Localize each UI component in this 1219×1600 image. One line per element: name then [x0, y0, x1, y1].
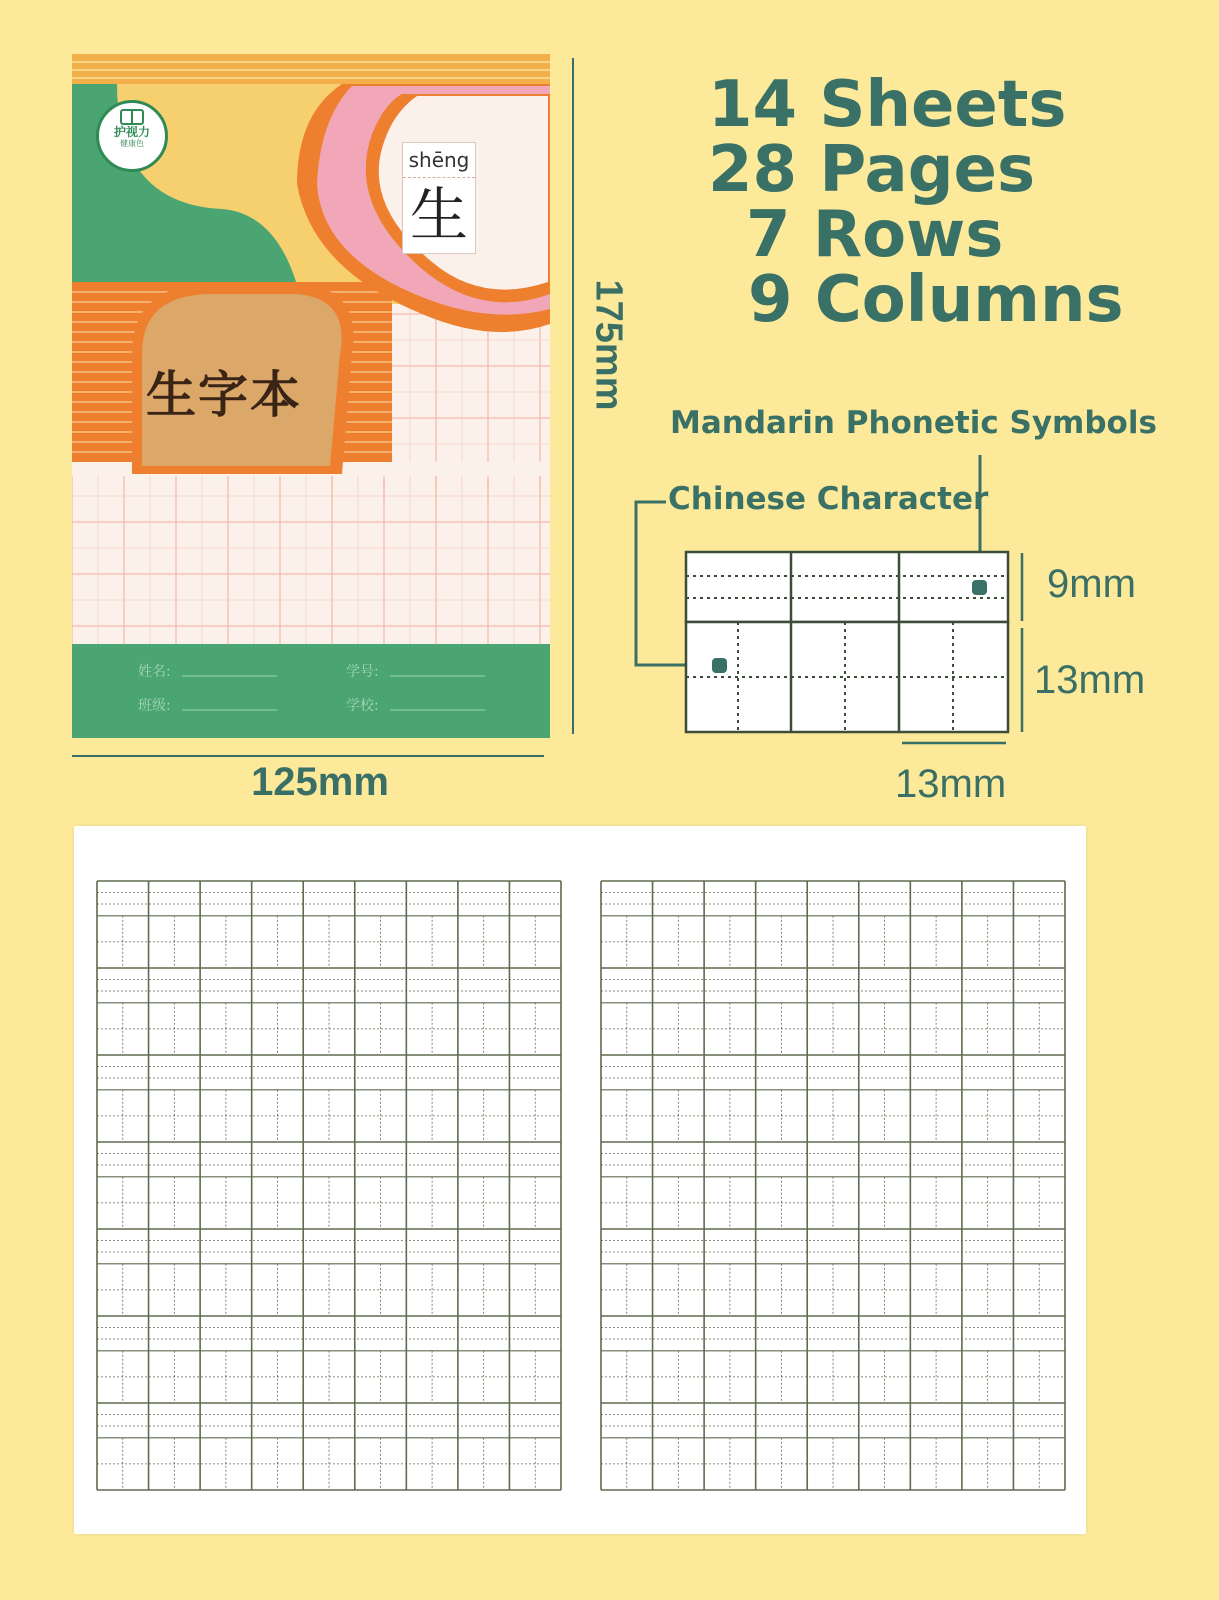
field-class-label: 班级: — [138, 698, 171, 714]
cell-height-label: 13mm — [1034, 658, 1146, 702]
field-school-label: 学校: — [346, 698, 379, 714]
sample-pinyin: shēng — [403, 143, 475, 178]
book-icon — [120, 109, 144, 125]
sample-character-card — [402, 142, 476, 254]
eye-care-badge — [96, 100, 168, 172]
cell-width-label: 13mm — [895, 762, 1007, 806]
cover-title: 生字本 — [146, 366, 302, 424]
field-student-id-label: 学号: — [346, 664, 379, 680]
pinyin-height-label: 9mm — [1047, 562, 1136, 606]
width-dimension-line — [72, 755, 544, 757]
field-name-label: 姓名: — [138, 664, 171, 680]
chinese-character-label: Chinese Character — [668, 481, 989, 517]
width-dimension-label: 125mm — [251, 760, 389, 804]
badge-title: 护视力 — [113, 125, 150, 139]
sample-character: 生 — [409, 181, 468, 249]
cell-diagram — [630, 440, 1030, 750]
grid-page-right — [600, 880, 1066, 1491]
spec-rows: 7 Rows — [746, 198, 1004, 272]
height-dimension-line — [572, 58, 574, 734]
height-dimension-label: 175mm — [587, 279, 630, 411]
badge-subtitle: 健康色 — [120, 139, 144, 148]
spec-columns: 9 Columns — [748, 263, 1124, 337]
spec-sheets: 14 Sheets — [708, 68, 1067, 142]
spec-pages: 28 Pages — [708, 133, 1036, 207]
phonetic-symbols-label: Mandarin Phonetic Symbols — [670, 405, 1157, 441]
grid-page-left — [96, 880, 562, 1491]
